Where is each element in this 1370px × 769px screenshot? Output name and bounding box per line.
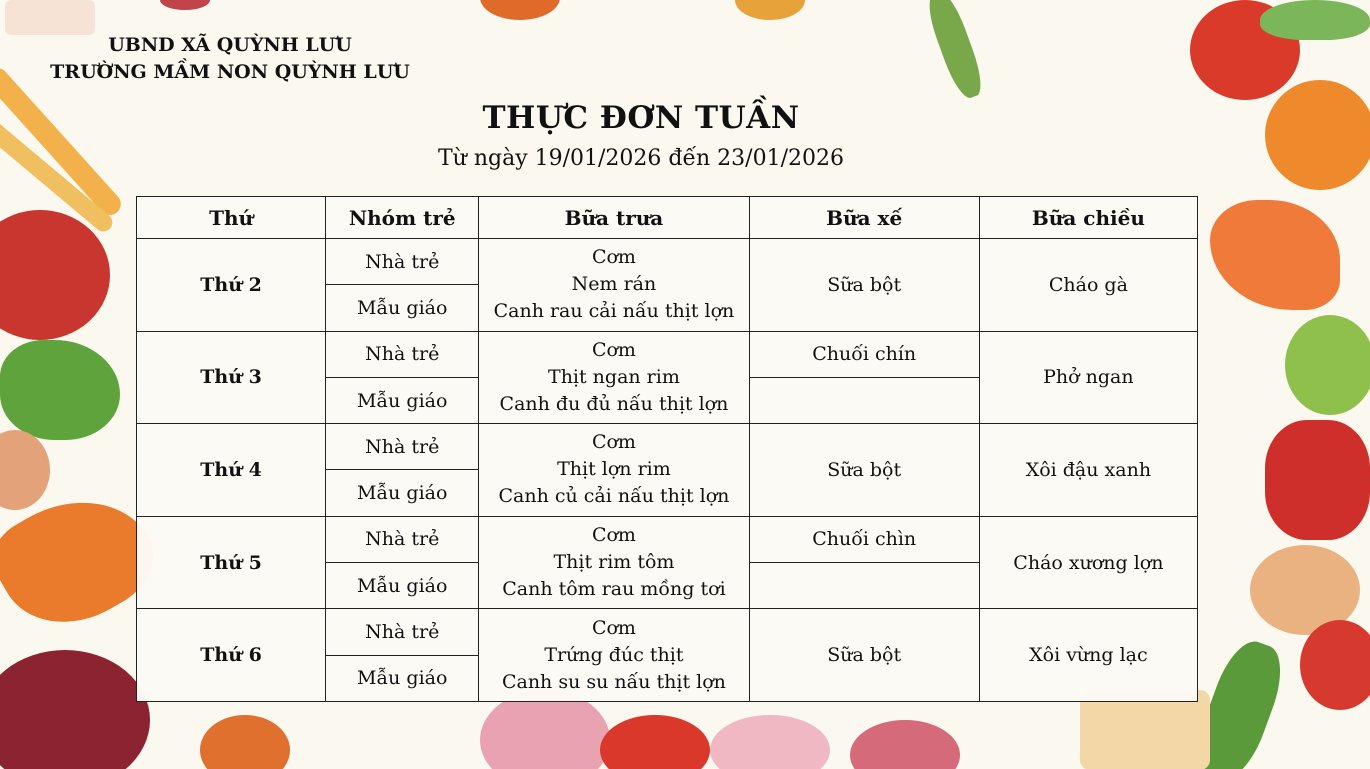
- lunch-cell: [479, 516, 749, 609]
- tomato-decoration-4: [600, 715, 710, 769]
- onion-decoration: [0, 650, 150, 769]
- lettuce-decoration: [0, 340, 120, 440]
- lunch-item: Cơm: [591, 431, 636, 454]
- afternoon-cell: Xôi vừng lạc: [979, 609, 1197, 702]
- group-cell: Nhà trẻ: [326, 331, 479, 377]
- lunch-item: Canh củ cải nấu thịt lợn: [498, 485, 730, 508]
- menu-table: [136, 196, 1198, 702]
- potato-decoration: [0, 430, 50, 510]
- column-header-group: Nhóm trẻ: [326, 197, 479, 239]
- onion-slice-decoration: [850, 720, 960, 769]
- lunch-item: Canh đu đủ nấu thịt lợn: [499, 392, 729, 415]
- group-cell: Nhà trẻ: [326, 239, 479, 285]
- lunch-item: Cơm: [591, 524, 636, 547]
- table-header-row: [137, 197, 1198, 239]
- table-row: [137, 609, 1198, 655]
- group-cell: Mẫu giáo: [326, 655, 479, 701]
- snack-cell-empty: [749, 563, 979, 609]
- day-cell: Thứ 3: [137, 331, 326, 424]
- lunch-item: Cơm: [591, 616, 636, 639]
- lunch-item: Thịt ngan rim: [548, 365, 680, 388]
- table-row: [137, 516, 1198, 562]
- tomato-decoration-3: [1300, 620, 1370, 710]
- day-cell: Thứ 2: [137, 239, 326, 332]
- pepper-decoration: [1210, 200, 1340, 310]
- red-pepper-decoration: [1265, 420, 1370, 540]
- column-header-afternoon: Bữa chiều: [979, 197, 1197, 239]
- lunch-item: Thịt lợn rim: [557, 458, 671, 481]
- leaf-top-decoration: [1260, 0, 1370, 40]
- column-header-lunch: Bữa trưa: [479, 197, 749, 239]
- table-row: [137, 239, 1198, 285]
- afternoon-cell: Cháo gà: [979, 239, 1197, 332]
- page-title: THỰC ĐƠN TUẦN: [482, 100, 800, 136]
- table-row: [137, 331, 1198, 377]
- header-line-1: UBND XÃ QUỲNH LƯU: [108, 34, 352, 56]
- afternoon-cell: Xôi đậu xanh: [979, 424, 1197, 517]
- lunch-item: Nem rán: [571, 273, 657, 296]
- lunch-cell: [479, 239, 749, 332]
- snack-cell: Sữa bột: [749, 239, 979, 332]
- snack-cell-empty: [749, 377, 979, 423]
- day-cell: Thứ 6: [137, 609, 326, 702]
- lunch-cell: [479, 609, 749, 702]
- day-cell: Thứ 4: [137, 424, 326, 517]
- snack-cell: Chuối chìn: [749, 516, 979, 562]
- column-header-day: Thứ: [137, 197, 326, 239]
- afternoon-cell: Cháo xương lợn: [979, 516, 1197, 609]
- group-cell: Mẫu giáo: [326, 377, 479, 423]
- group-cell: Mẫu giáo: [326, 470, 479, 516]
- lunch-cell: [479, 424, 749, 517]
- meat-decoration: [710, 715, 830, 769]
- school-header: [0, 32, 460, 86]
- table-row: [137, 424, 1198, 470]
- header-line-2: TRƯỜNG MẦM NON QUỲNH LƯU: [50, 61, 410, 83]
- lunch-item: Canh su su nấu thịt lợn: [501, 670, 726, 693]
- group-cell: Mẫu giáo: [326, 563, 479, 609]
- lunch-item: Canh rau cải nấu thịt lợn: [493, 300, 735, 323]
- group-cell: Nhà trẻ: [326, 424, 479, 470]
- afternoon-cell: Phở ngan: [979, 331, 1197, 424]
- day-cell: Thứ 5: [137, 516, 326, 609]
- tofu-decoration: [5, 0, 95, 35]
- snack-cell: Sữa bột: [749, 424, 979, 517]
- group-cell: Mẫu giáo: [326, 285, 479, 331]
- lunch-item: Cơm: [591, 338, 636, 361]
- snack-cell: Sữa bột: [749, 609, 979, 702]
- lunch-item: Canh tôm rau mồng tơi: [502, 578, 726, 601]
- lunch-item: Cơm: [591, 246, 636, 269]
- snack-cell: Chuối chín: [749, 331, 979, 377]
- carrot-decoration-4: [200, 715, 290, 769]
- date-range: Từ ngày 19/01/2026 đến 23/01/2026: [437, 146, 844, 171]
- carrot-top-decoration: [480, 0, 560, 20]
- tomato-decoration: [0, 210, 110, 340]
- potato-top-decoration: [735, 0, 805, 20]
- radish-decoration: [160, 0, 210, 10]
- lunch-item: Thịt rim tôm: [553, 551, 675, 574]
- cucumber-decoration: [1285, 315, 1370, 415]
- green-onion-decoration: [922, 0, 988, 102]
- group-cell: Nhà trẻ: [326, 609, 479, 655]
- group-cell: Nhà trẻ: [326, 516, 479, 562]
- lunch-item: Trứng đúc thịt: [544, 643, 684, 666]
- column-header-snack: Bữa xế: [749, 197, 979, 239]
- lunch-cell: [479, 331, 749, 424]
